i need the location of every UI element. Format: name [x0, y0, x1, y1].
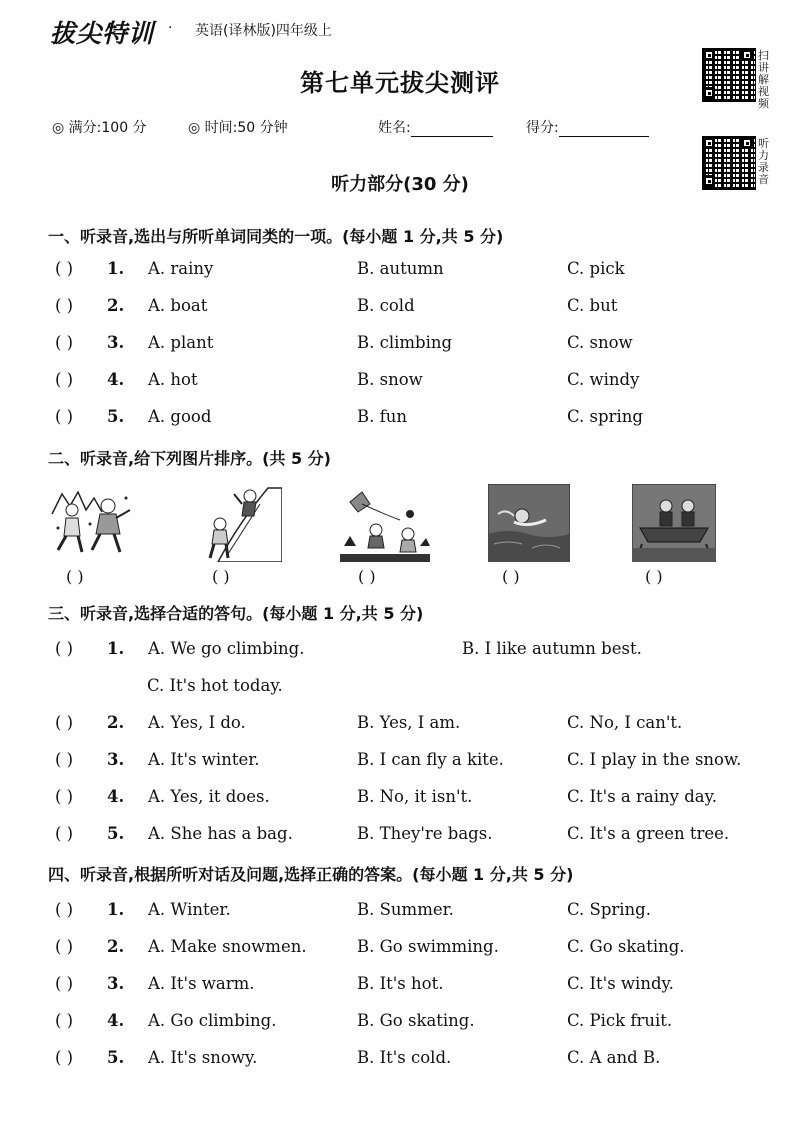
question-number: 2.	[107, 937, 125, 956]
option-c: C. It's a rainy day.	[567, 787, 717, 806]
picture-answer-blank-5[interactable]: ( )	[645, 567, 663, 586]
option-a: A. Winter.	[148, 900, 231, 919]
name-field[interactable]	[378, 117, 493, 137]
exam-time: ◎ 时间:50 分钟	[188, 120, 288, 136]
option-b: B. Yes, I am.	[357, 713, 461, 732]
option-b: B. I can fly a kite.	[357, 750, 504, 769]
option-c: C. snow	[567, 333, 633, 352]
question-number: 4.	[107, 787, 125, 806]
option-a: A. Make snowmen.	[148, 937, 307, 956]
name-label: 姓名:	[378, 120, 411, 136]
option-b: B. No, it isn't.	[357, 787, 473, 806]
qr-video-label: 扫讲解视频	[758, 49, 769, 110]
answer-blank[interactable]: ( )	[55, 937, 74, 956]
option-c: C. Pick fruit.	[567, 1011, 673, 1030]
answer-blank[interactable]: ( )	[55, 296, 74, 315]
brand-logo: 拔尖特训	[50, 19, 155, 48]
option-a: A. Go climbing.	[148, 1011, 277, 1030]
answer-blank[interactable]: ( )	[55, 750, 74, 769]
page-title: 第七单元拔尖测评	[300, 69, 500, 97]
option-a: A. It's winter.	[148, 750, 260, 769]
score-label: 得分:	[526, 120, 559, 136]
score-field[interactable]	[526, 117, 649, 137]
answer-blank[interactable]: ( )	[55, 370, 74, 389]
option-b: B. I like autumn best.	[462, 639, 642, 658]
question-number: 3.	[107, 333, 125, 352]
listening-part-title: 听力部分(30 分)	[331, 174, 469, 195]
question-number: 1.	[107, 259, 125, 278]
picture-answer-blank-1[interactable]: ( )	[66, 567, 84, 586]
option-c: C. It's windy.	[567, 974, 674, 993]
option-a: A. rainy	[148, 259, 214, 278]
option-c: C. It's hot today.	[147, 676, 283, 695]
answer-blank[interactable]: ( )	[55, 713, 74, 732]
question-number: 5.	[107, 824, 125, 843]
picture-answer-blank-4[interactable]: ( )	[502, 567, 520, 586]
score-blank[interactable]	[559, 122, 649, 137]
name-blank[interactable]	[411, 122, 493, 137]
question-number: 1.	[107, 639, 125, 658]
option-c: C. It's a green tree.	[567, 824, 730, 843]
option-a: A. good	[148, 407, 212, 426]
picture-flying-kite	[340, 484, 430, 562]
qr-code-video[interactable]	[702, 48, 756, 102]
header-dots: ·	[168, 20, 173, 36]
answer-blank[interactable]: ( )	[55, 333, 74, 352]
picture-answer-blank-2[interactable]: ( )	[212, 567, 230, 586]
option-a: A. plant	[148, 333, 214, 352]
question-number: 5.	[107, 407, 125, 426]
option-a: A. It's warm.	[148, 974, 255, 993]
answer-blank[interactable]: ( )	[55, 900, 74, 919]
question-number: 4.	[107, 1011, 125, 1030]
option-b: B. They're bags.	[357, 824, 493, 843]
answer-blank[interactable]: ( )	[55, 1011, 74, 1030]
answer-blank[interactable]: ( )	[55, 259, 74, 278]
option-c: C. but	[567, 296, 618, 315]
picture-answer-blank-3[interactable]: ( )	[358, 567, 376, 586]
question-number: 2.	[107, 296, 125, 315]
picture-snow-walk	[50, 484, 134, 562]
option-c: C. pick	[567, 259, 625, 278]
question-number: 3.	[107, 750, 125, 769]
picture-boating	[632, 484, 716, 562]
option-b: B. It's cold.	[357, 1048, 452, 1067]
option-a: A. Yes, I do.	[148, 713, 246, 732]
option-c: C. Go skating.	[567, 937, 685, 956]
option-c: C. spring	[567, 407, 643, 426]
qr-audio-label: 听力录音	[758, 137, 769, 186]
option-c: C. windy	[567, 370, 640, 389]
question-number: 5.	[107, 1048, 125, 1067]
answer-blank[interactable]: ( )	[55, 787, 74, 806]
option-b: B. cold	[357, 296, 415, 315]
option-a: A. We go climbing.	[148, 639, 305, 658]
option-b: B. Go swimming.	[357, 937, 499, 956]
option-b: B. snow	[357, 370, 423, 389]
option-a: A. Yes, it does.	[148, 787, 270, 806]
option-b: B. autumn	[357, 259, 444, 278]
answer-blank[interactable]: ( )	[55, 1048, 74, 1067]
option-c: C. No, I can't.	[567, 713, 683, 732]
option-c: C. A and B.	[567, 1048, 661, 1067]
option-c: C. Spring.	[567, 900, 651, 919]
section-1-heading: 一、听录音,选出与所听单词同类的一项。(每小题 1 分,共 5 分)	[48, 227, 504, 246]
question-number: 2.	[107, 713, 125, 732]
option-b: B. fun	[357, 407, 407, 426]
section-3-heading: 三、听录音,选择合适的答句。(每小题 1 分,共 5 分)	[48, 604, 424, 623]
option-b: B. It's hot.	[357, 974, 444, 993]
question-number: 4.	[107, 370, 125, 389]
answer-blank[interactable]: ( )	[55, 974, 74, 993]
option-b: B. climbing	[357, 333, 453, 352]
picture-swimming	[488, 484, 570, 562]
subtitle: 英语(译林版)四年级上	[195, 23, 332, 39]
answer-blank[interactable]: ( )	[55, 407, 74, 426]
option-a: A. hot	[148, 370, 198, 389]
option-b: B. Go skating.	[357, 1011, 475, 1030]
section-4-heading: 四、听录音,根据所听对话及问题,选择正确的答案。(每小题 1 分,共 5 分)	[48, 865, 574, 884]
option-a: A. It's snowy.	[148, 1048, 258, 1067]
question-number: 1.	[107, 900, 125, 919]
answer-blank[interactable]: ( )	[55, 639, 74, 658]
question-number: 3.	[107, 974, 125, 993]
option-a: A. boat	[148, 296, 208, 315]
full-score: ◎ 满分:100 分	[52, 120, 147, 136]
option-b: B. Summer.	[357, 900, 454, 919]
option-c: C. I play in the snow.	[567, 750, 742, 769]
option-a: A. She has a bag.	[148, 824, 293, 843]
picture-climbing	[198, 484, 282, 562]
section-2-heading: 二、听录音,给下列图片排序。(共 5 分)	[48, 449, 331, 468]
answer-blank[interactable]: ( )	[55, 824, 74, 843]
